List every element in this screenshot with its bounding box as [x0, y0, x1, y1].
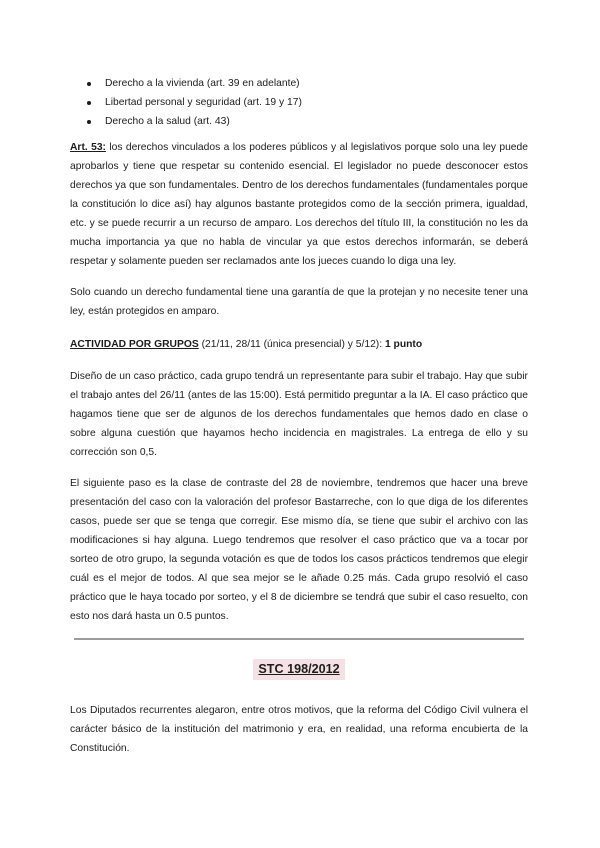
bullet-dot-icon: [87, 120, 91, 124]
stc-paragraph: Los Diputados recurrentes alegaron, entre otros motivos, que la reforma del Código Civil vulnera el carácter básico de la institución del matrimonio y era, en realidad, una reforma encubierta de la Constitución.: [70, 705, 528, 754]
rights-bullet-list: [70, 74, 528, 131]
clase-contraste-paragraph: El siguiente paso es la clase de contraste del 28 de noviembre, tendremos que hacer una breve presentación del caso con la valoración del profesor Bastarreche, con lo que diga de los diferentes casos, puede ser que se tenga que corregir. Ese mismo día, se tiene que subir el archivo con las modificaciones si hay alguna. Luego tendremos que resolver el caso práctico que va a tocar por sorteo de otro grupo, la segunda votación es que de todos los casos prácticos tendremos que elegir cuál es el mejor de todos. Al que sea mejor se le añade 0.25 más. Cada grupo resolvió el caso práctico que le haya tocado por sorteo, y el 8 de diciembre se tendrá que subir el caso resuelto, con esto nos dará hasta un 0.5 puntos.: [70, 478, 528, 622]
section-divider: [74, 638, 524, 640]
bullet-text-vivienda: Derecho a la vivienda (art. 39 en adelante): [105, 78, 300, 89]
bullet-text-salud: Derecho a la salud (art. 43): [105, 116, 230, 127]
actividad-heading-line: [70, 335, 528, 354]
list-item: [70, 112, 528, 131]
actividad-label: ACTIVIDAD POR GRUPOS: [70, 339, 199, 350]
art-53-paragraph: [70, 138, 528, 271]
bullet-dot-icon: [87, 101, 91, 105]
actividad-dates: (21/11, 28/11 (única presencial) y 5/12):: [198, 339, 385, 350]
list-item: [70, 74, 528, 93]
amparo-paragraph: Solo cuando un derecho fundamental tiene una garantía de que la protejan y no necesite tener una ley, están protegidos en amparo.: [70, 287, 528, 317]
actividad-points: 1 punto: [384, 339, 423, 350]
bullet-text-libertad: Libertad personal y seguridad (art. 19 y 17): [105, 97, 302, 108]
stc-heading-row: [70, 659, 528, 680]
caso-practico-paragraph: Diseño de un caso práctico, cada grupo tendrá un representante para subir el trabajo. Hay que subir el trabajo antes del 26/11 (antes de las 15:00). Está permitido preguntar a la IA. El caso práctico que hagamos tiene que ser de algunos de los derechos fundamentales que hemos dado en clase o sobre alguna cuestión que hayamos hecho incidencia en magistrales. La entrega de ello y su corrección son 0,5.: [70, 371, 528, 458]
list-item: [70, 93, 528, 112]
bullet-dot-icon: [87, 82, 91, 86]
art-53-body: los derechos vinculados a los poderes públicos y al legislativos porque solo una ley puede aprobarlos y tiene que respetar su contenido esencial. El legislador no puede desconocer estos derechos ya que son fundamentales. Dentro de los derechos fundamentales (fundamentales porque la constitución lo dice así) hay algunos bastante protegidos como de la sección primera, igualdad, etc. y se puede recurrir a un recurso de amparo. Los derechos del título III, la constitución no les da mucha importancia ya que no habla de vincular ya que estos derechos informarán, se deberá respetar y solamente pueden ser reclamados ante los jueces cuando lo diga una ley.: [70, 142, 528, 267]
art-53-label: Art. 53:: [70, 142, 106, 153]
stc-heading: STC 198/2012: [253, 659, 344, 680]
